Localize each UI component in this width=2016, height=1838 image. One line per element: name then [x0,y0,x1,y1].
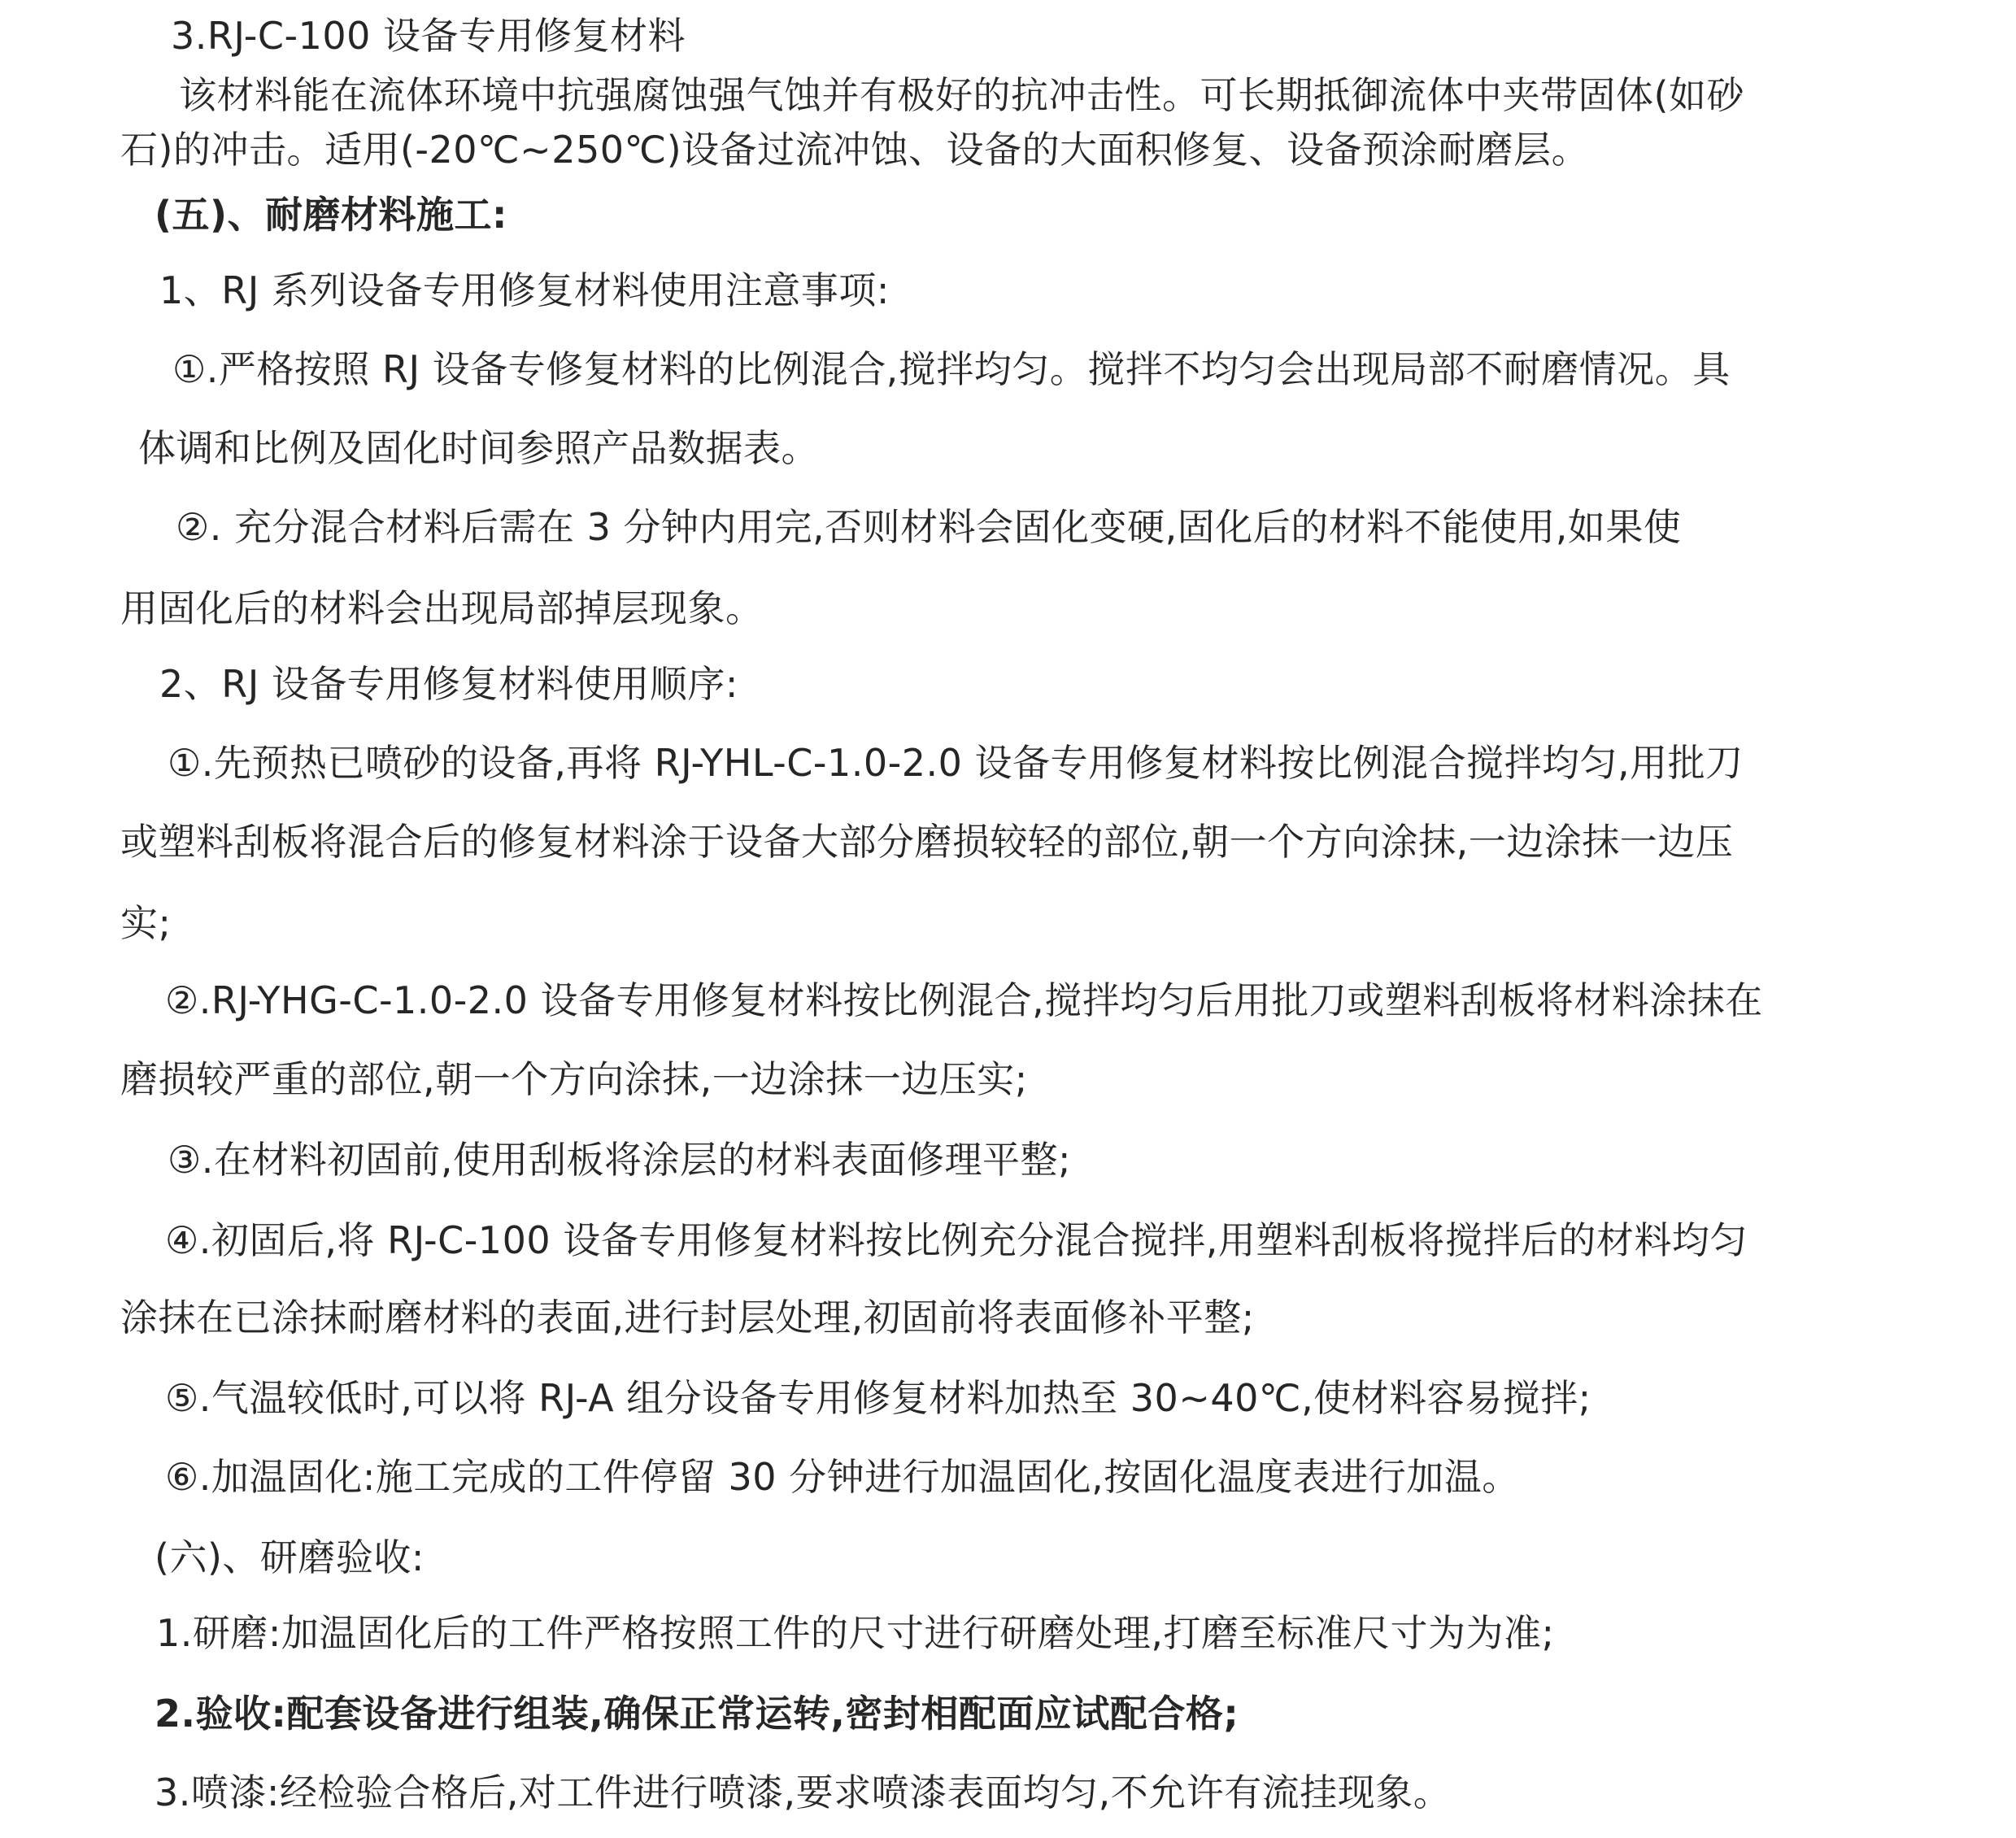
text-line: 该材料能在流体环境中抗强腐蚀强气蚀并有极好的抗冲击性。可长期抵御流体中夹带固体(如砂 [179,73,1744,117]
text-line: ④.初固后,将 RJ-C-100 设备专用修复材料按比例充分混合搅拌,用塑料刮板将搅拌后的材料均匀 [165,1218,1748,1262]
text-line: 实; [120,901,172,945]
text-line: 1.研磨:加温固化后的工件严格按照工件的尺寸进行研磨处理,打磨至标准尺寸为为准; [156,1611,1555,1655]
text-line: ②.RJ-YHG-C-1.0-2.0 设备专用修复材料按比例混合,搅拌均匀后用批刀或塑料刮板将材料涂抹在 [165,978,1763,1022]
text-line: 用固化后的材料会出现局部掉层现象。 [120,586,764,630]
text-line: 石)的冲击。适用(-20℃~250℃)设备过流冲蚀、设备的大面积修复、设备预涂耐磨层。 [120,128,1590,172]
text-line: 1、RJ 系列设备专用修复材料使用注意事项: [159,268,890,312]
text-line: 3.喷漆:经检验合格后,对工件进行喷漆,要求喷漆表面均匀,不允许有流挂现象。 [155,1770,1452,1814]
text-line: ①.严格按照 RJ 设备专修复材料的比例混合,搅拌均匀。搅拌不均匀会出现局部不耐磨情况。具 [172,347,1731,391]
text-line: ⑥.加温固化:施工完成的工件停留 30 分钟进行加温固化,按固化温度表进行加温。 [165,1455,1520,1499]
text-line: 3.RJ-C-100 设备专用修复材料 [171,14,686,58]
text-line: (六)、研磨验收: [155,1535,425,1579]
text-line: ⑤.气温较低时,可以将 RJ-A 组分设备专用修复材料加热至 30~40℃,使材料容易搅拌; [165,1376,1591,1420]
text-line: ③.在材料初固前,使用刮板将涂层的材料表面修理平整; [168,1138,1071,1182]
text-line: ②. 充分混合材料后需在 3 分钟内用完,否则材料会固化变硬,固化后的材料不能使用,如果使 [176,505,1682,549]
text-line: 涂抹在已涂抹耐磨材料的表面,进行封层处理,初固前将表面修补平整; [120,1296,1255,1339]
text-line: (五)、耐磨材料施工: [155,193,507,237]
text-line: 或塑料刮板将混合后的修复材料涂于设备大部分磨损较轻的部位,朝一个方向涂抹,一边涂抹一边压 [120,820,1734,864]
text-line: 磨损较严重的部位,朝一个方向涂抹,一边涂抹一边压实; [120,1057,1028,1101]
text-line: ①.先预热已喷砂的设备,再将 RJ-YHL-C-1.0-2.0 设备专用修复材料按比例混合搅拌均匀,用批刀 [168,741,1744,785]
text-line: 2.验收:配套设备进行组装,确保正常运转,密封相配面应试配合格; [155,1692,1239,1736]
text-line: 体调和比例及固化时间参照产品数据表。 [138,426,819,470]
text-line: 2、RJ 设备专用修复材料使用顺序: [159,662,738,706]
document-lines [120,0,1918,1814]
